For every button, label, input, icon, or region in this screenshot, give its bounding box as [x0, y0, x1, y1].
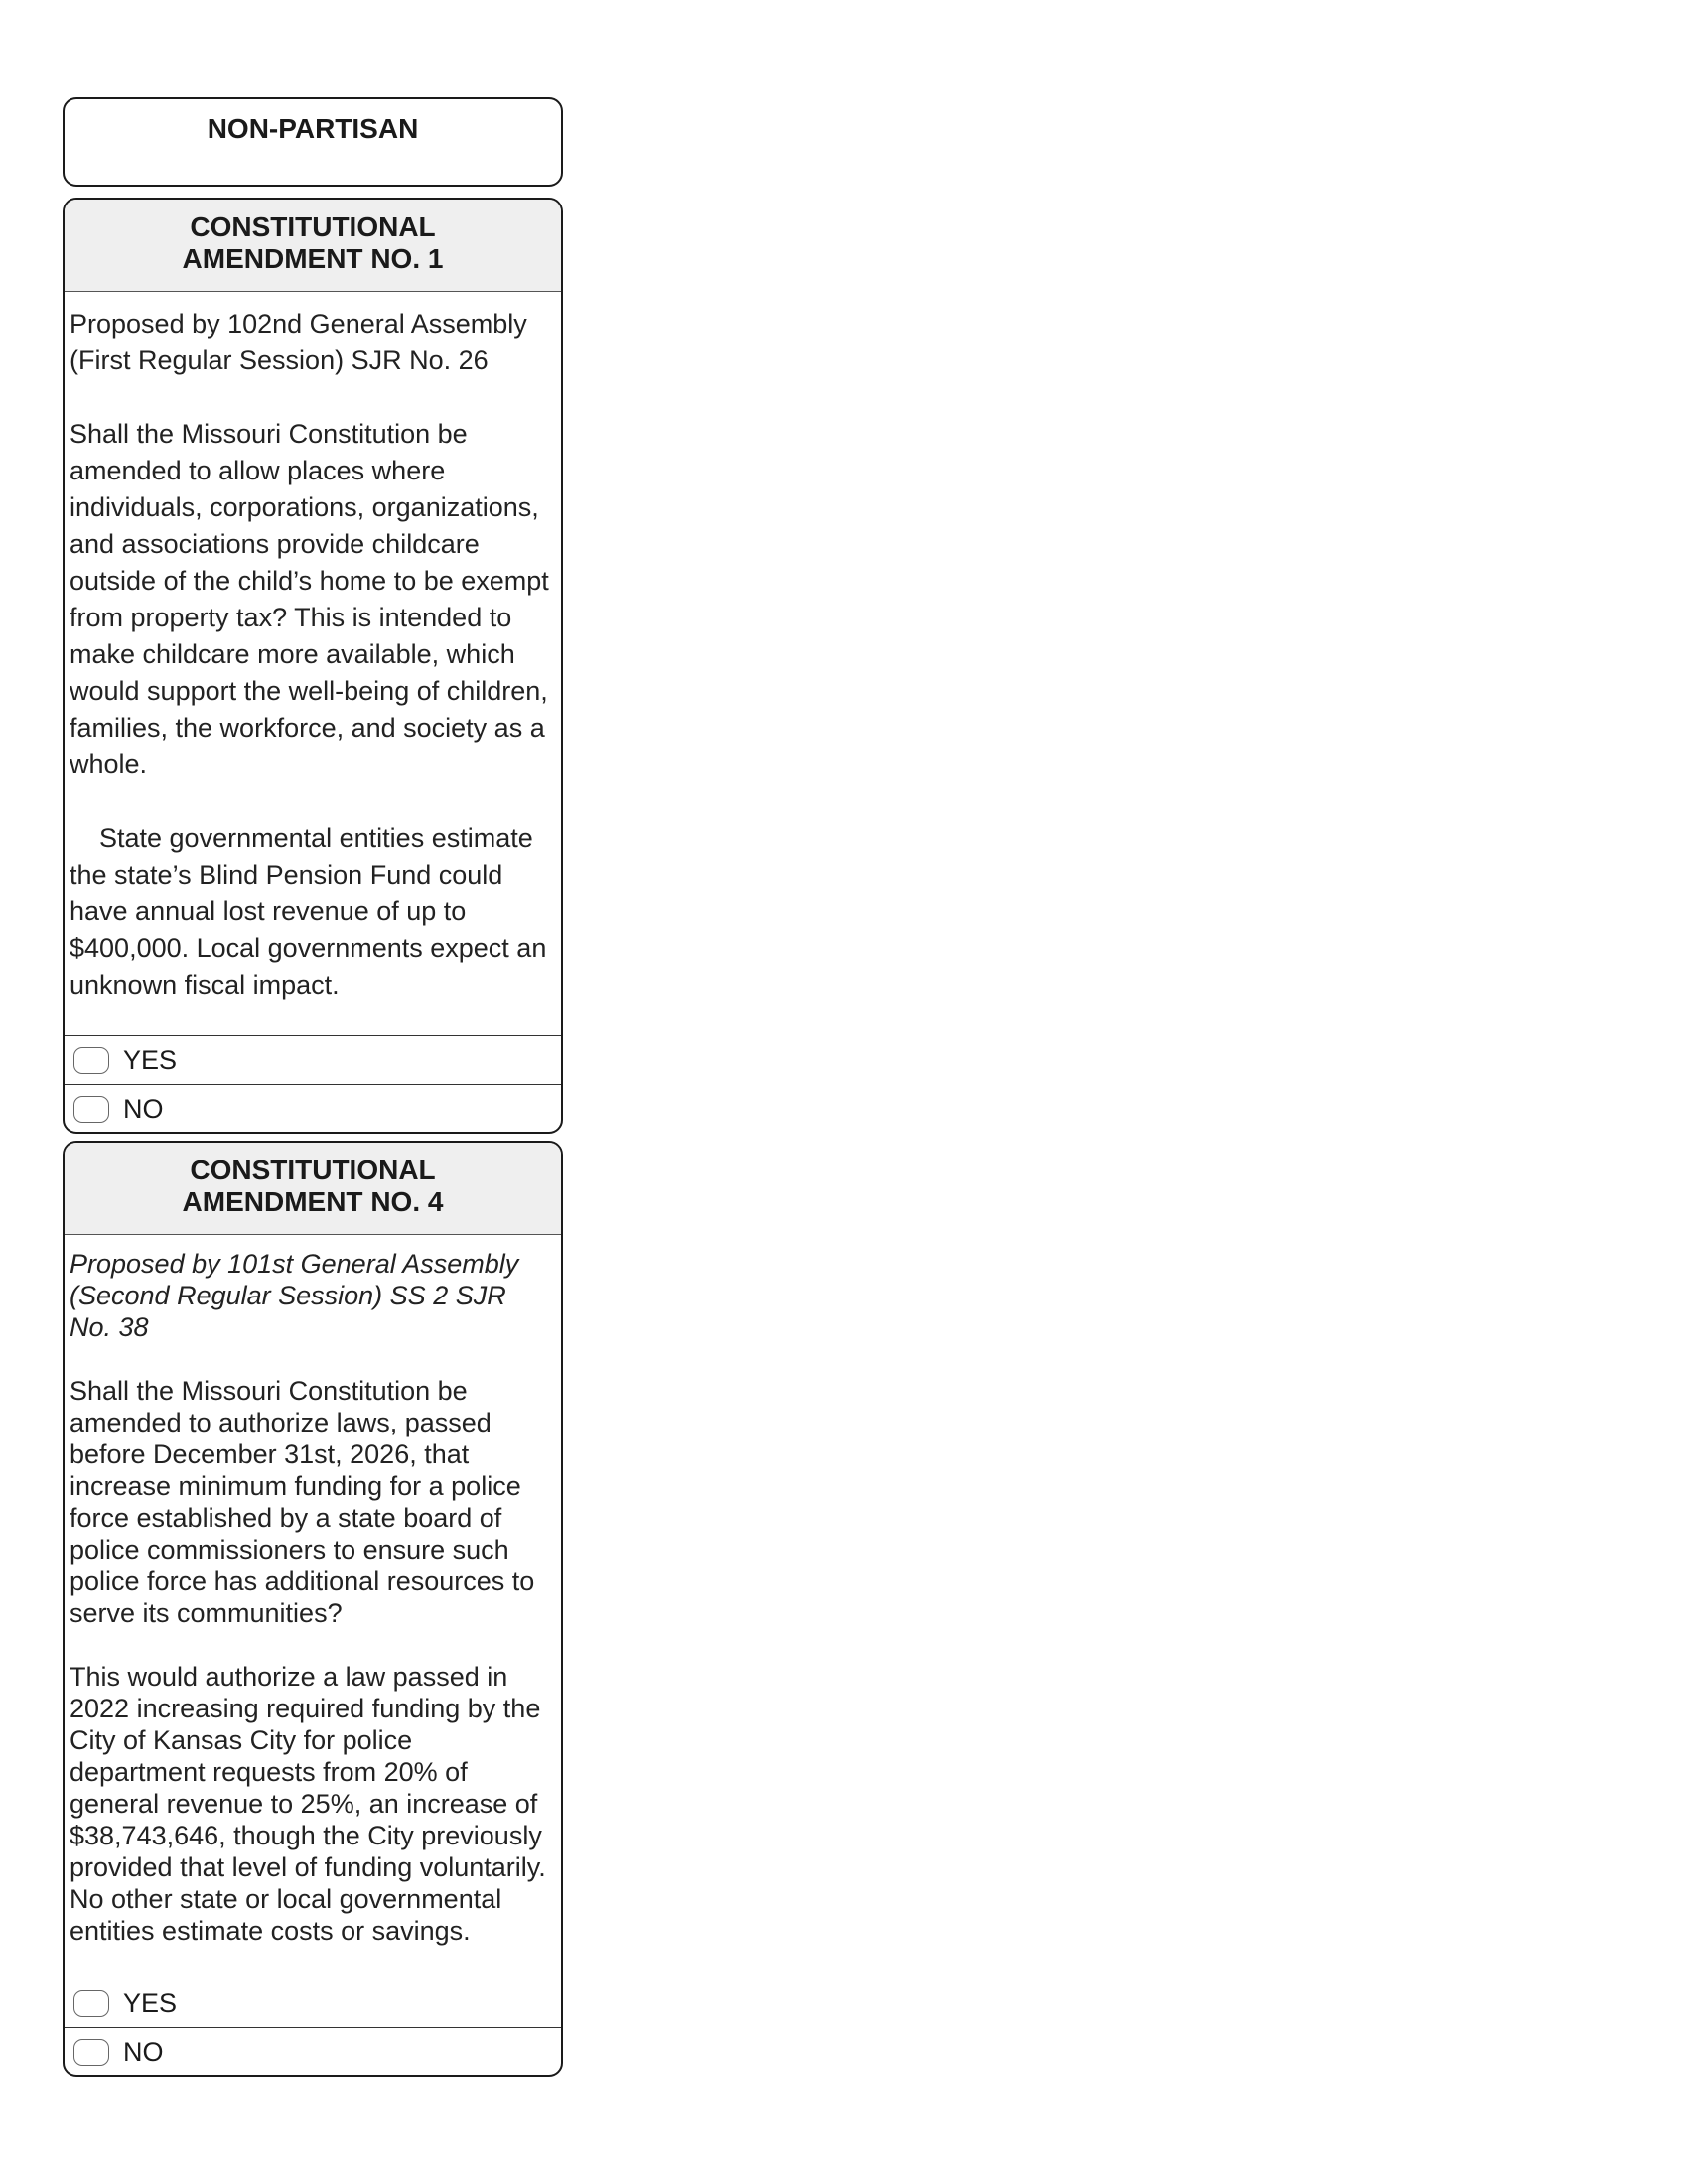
question-line: from property tax? This is intended to — [70, 603, 512, 632]
fiscal-note-line: State governmental entities estimate — [99, 823, 533, 853]
question-line: and associations provide childcare — [70, 529, 480, 559]
fiscal-note-line: $38,743,646, though the City previously — [70, 1821, 542, 1850]
question-line: before December 31st, 2026, that — [70, 1439, 470, 1469]
fiscal-note-line: unknown fiscal impact. — [70, 970, 340, 1000]
question-line: whole. — [70, 750, 148, 779]
vote-oval[interactable] — [73, 2039, 109, 2066]
option-label: YES — [123, 1044, 178, 1075]
contest-amendment-4 — [63, 1141, 563, 2077]
fiscal-note-line: the state’s Blind Pension Fund could — [70, 860, 503, 889]
contest-title-line2: AMENDMENT NO. 1 — [182, 243, 444, 274]
contest-body — [65, 292, 561, 1004]
question-line: individuals, corporations, organizations, — [70, 492, 539, 522]
fiscal-note-line: general revenue to 25%, an increase of — [70, 1789, 538, 1819]
proposed-by-line: Proposed by 102nd General Assembly — [70, 309, 527, 339]
question-line: Shall the Missouri Constitution be — [70, 419, 468, 449]
option-yes[interactable] — [65, 1979, 561, 2027]
question-line: outside of the child’s home to be exempt — [70, 566, 549, 596]
option-no[interactable] — [65, 1084, 561, 1133]
fiscal-note-line: entities estimate costs or savings. — [70, 1916, 471, 1946]
question-line: amended to allow places where — [70, 456, 446, 485]
contest-header — [65, 1143, 561, 1235]
question-line: amended to authorize laws, passed — [70, 1408, 492, 1437]
proposed-by-line: (Second Regular Session) SS 2 SJR — [70, 1281, 506, 1310]
fiscal-note-line: City of Kansas City for police — [70, 1725, 413, 1755]
contest-title-line1: CONSTITUTIONAL — [190, 211, 436, 242]
non-partisan-title: NON-PARTISAN — [207, 113, 419, 144]
contest-amendment-1 — [63, 198, 563, 1134]
question-line: serve its communities? — [70, 1598, 343, 1628]
proposed-by-line: Proposed by 101st General Assembly — [70, 1249, 519, 1279]
option-label: YES — [123, 1987, 178, 2018]
question-line: increase minimum funding for a police — [70, 1471, 521, 1501]
contest-header — [65, 200, 561, 292]
question-line: police commissioners to ensure such — [70, 1535, 509, 1565]
question-line: force established by a state board of — [70, 1503, 502, 1533]
vote-oval[interactable] — [73, 1047, 109, 1074]
question-line: police force has additional resources to — [70, 1567, 535, 1596]
vote-oval[interactable] — [73, 1096, 109, 1123]
contest-body — [65, 1235, 561, 1947]
fiscal-note-line: department requests from 20% of — [70, 1757, 468, 1787]
fiscal-note-line: This would authorize a law passed in — [70, 1662, 508, 1692]
question-line: make childcare more available, which — [70, 639, 515, 669]
contest-title-line2: AMENDMENT NO. 4 — [182, 1186, 444, 1217]
fiscal-note-line: No other state or local governmental — [70, 1884, 502, 1914]
question-line: would support the well-being of children, — [70, 676, 548, 706]
option-yes[interactable] — [65, 1035, 561, 1084]
option-label: NO — [123, 2036, 164, 2067]
question-line: families, the workforce, and society as a — [70, 713, 545, 743]
proposed-by-line: (First Regular Session) SJR No. 26 — [70, 345, 489, 375]
fiscal-note-line: 2022 increasing required funding by the — [70, 1694, 541, 1723]
non-partisan-header-box — [63, 97, 563, 187]
fiscal-note-line: $400,000. Local governments expect an — [70, 933, 547, 963]
proposed-by-line: No. 38 — [70, 1312, 149, 1342]
vote-oval[interactable] — [73, 1990, 109, 2017]
option-label: NO — [123, 1093, 164, 1124]
contest-title-line1: CONSTITUTIONAL — [190, 1155, 436, 1185]
option-no[interactable] — [65, 2027, 561, 2076]
question-line: Shall the Missouri Constitution be — [70, 1376, 468, 1406]
fiscal-note-line: provided that level of funding voluntarily. — [70, 1852, 546, 1882]
fiscal-note-line: have annual lost revenue of up to — [70, 896, 467, 926]
